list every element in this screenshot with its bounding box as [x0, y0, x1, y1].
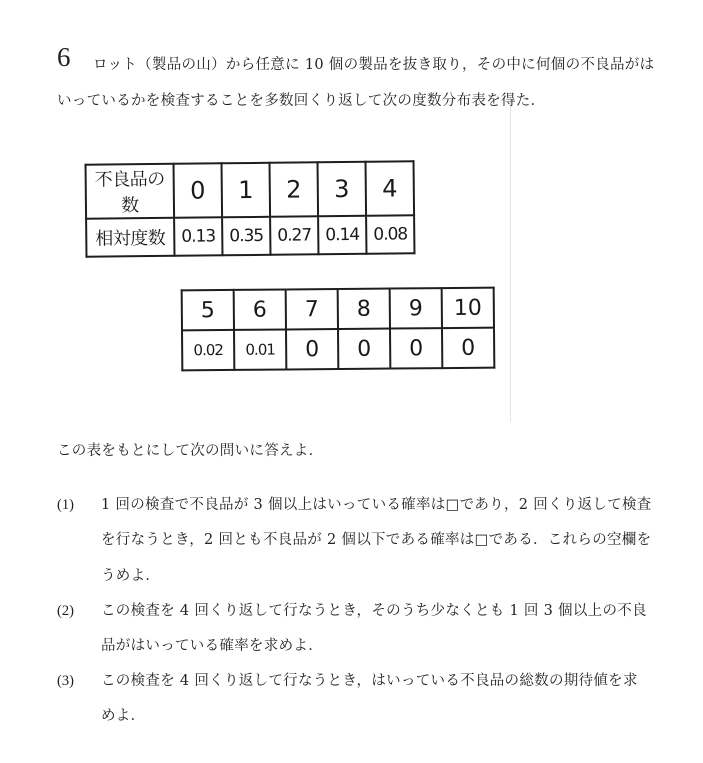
frequency-cell: 0.27: [270, 216, 318, 255]
question-1-line-3: うめよ．: [101, 568, 161, 584]
question-3-line-1: この検査を 4 回くり返して行なうとき，はいっている不良品の総数の期待値を求: [101, 673, 638, 689]
table-row-counts: [86, 161, 415, 218]
question-2-line-2: 品がはいっている確率を求めよ．: [101, 638, 323, 654]
count-cell: 8: [338, 289, 390, 329]
frequency-cell: 0.08: [366, 215, 414, 254]
question-1-line-2: を行なうとき，2 回とも不良品が 2 個以下である確率は□である．これらの空欄を: [101, 532, 652, 548]
frequency-table-part-1: [85, 160, 416, 257]
header-defect-count: 不良品の数: [86, 164, 175, 219]
frequency-cell: 0.35: [222, 217, 270, 256]
problem-number: 6: [57, 42, 71, 72]
question-1-label: (1): [57, 497, 74, 513]
table-row-frequencies: [86, 215, 414, 256]
count-cell: 9: [390, 288, 442, 328]
count-cell: 0: [174, 163, 223, 217]
count-cell: 10: [442, 288, 494, 328]
question-2-line-1: この検査を 4 回くり返して行なうとき，そのうち少なくとも 1 回 3 個以上の不良: [101, 603, 647, 619]
frequency-cell: 0.14: [318, 216, 366, 255]
question-1-line-1: 1 回の検査で不良品が 3 個以上はいっている確率は□であり，2 回くり返して検査: [101, 497, 652, 513]
question-3-line-2: めよ．: [101, 708, 146, 724]
scan-edge-mark: [510, 92, 511, 422]
frequency-cell: 0.01: [234, 329, 286, 369]
frequency-cell: 0.02: [182, 330, 234, 370]
count-cell: 7: [286, 289, 338, 329]
intro-line-2: いっているかを検査することを多数回くり返して次の度数分布表を得た．: [57, 93, 546, 109]
frequency-cell: 0: [286, 329, 338, 369]
frequency-cell: 0.13: [174, 217, 222, 256]
frequency-cell: 0: [338, 329, 390, 369]
frequency-table-part-2: [181, 287, 496, 372]
table-row-counts: [182, 288, 494, 331]
count-cell: 5: [182, 290, 234, 330]
instruction-text: この表をもとにして次の問いに答えよ．: [57, 443, 324, 459]
frequency-cell: 0: [442, 328, 494, 368]
question-3-label: (3): [57, 673, 74, 689]
frequency-cell: 0: [390, 328, 442, 368]
table-row-frequencies: [182, 328, 494, 371]
header-relative-frequency: 相対度数: [86, 218, 174, 257]
intro-line-1: ロット（製品の山）から任意に 10 個の製品を抜き取り，その中に何個の不良品がは: [93, 57, 655, 73]
count-cell: 6: [234, 289, 286, 329]
question-2-label: (2): [57, 603, 74, 619]
count-cell: 4: [366, 161, 415, 215]
count-cell: 3: [318, 162, 367, 216]
count-cell: 2: [270, 162, 319, 216]
count-cell: 1: [222, 163, 271, 217]
